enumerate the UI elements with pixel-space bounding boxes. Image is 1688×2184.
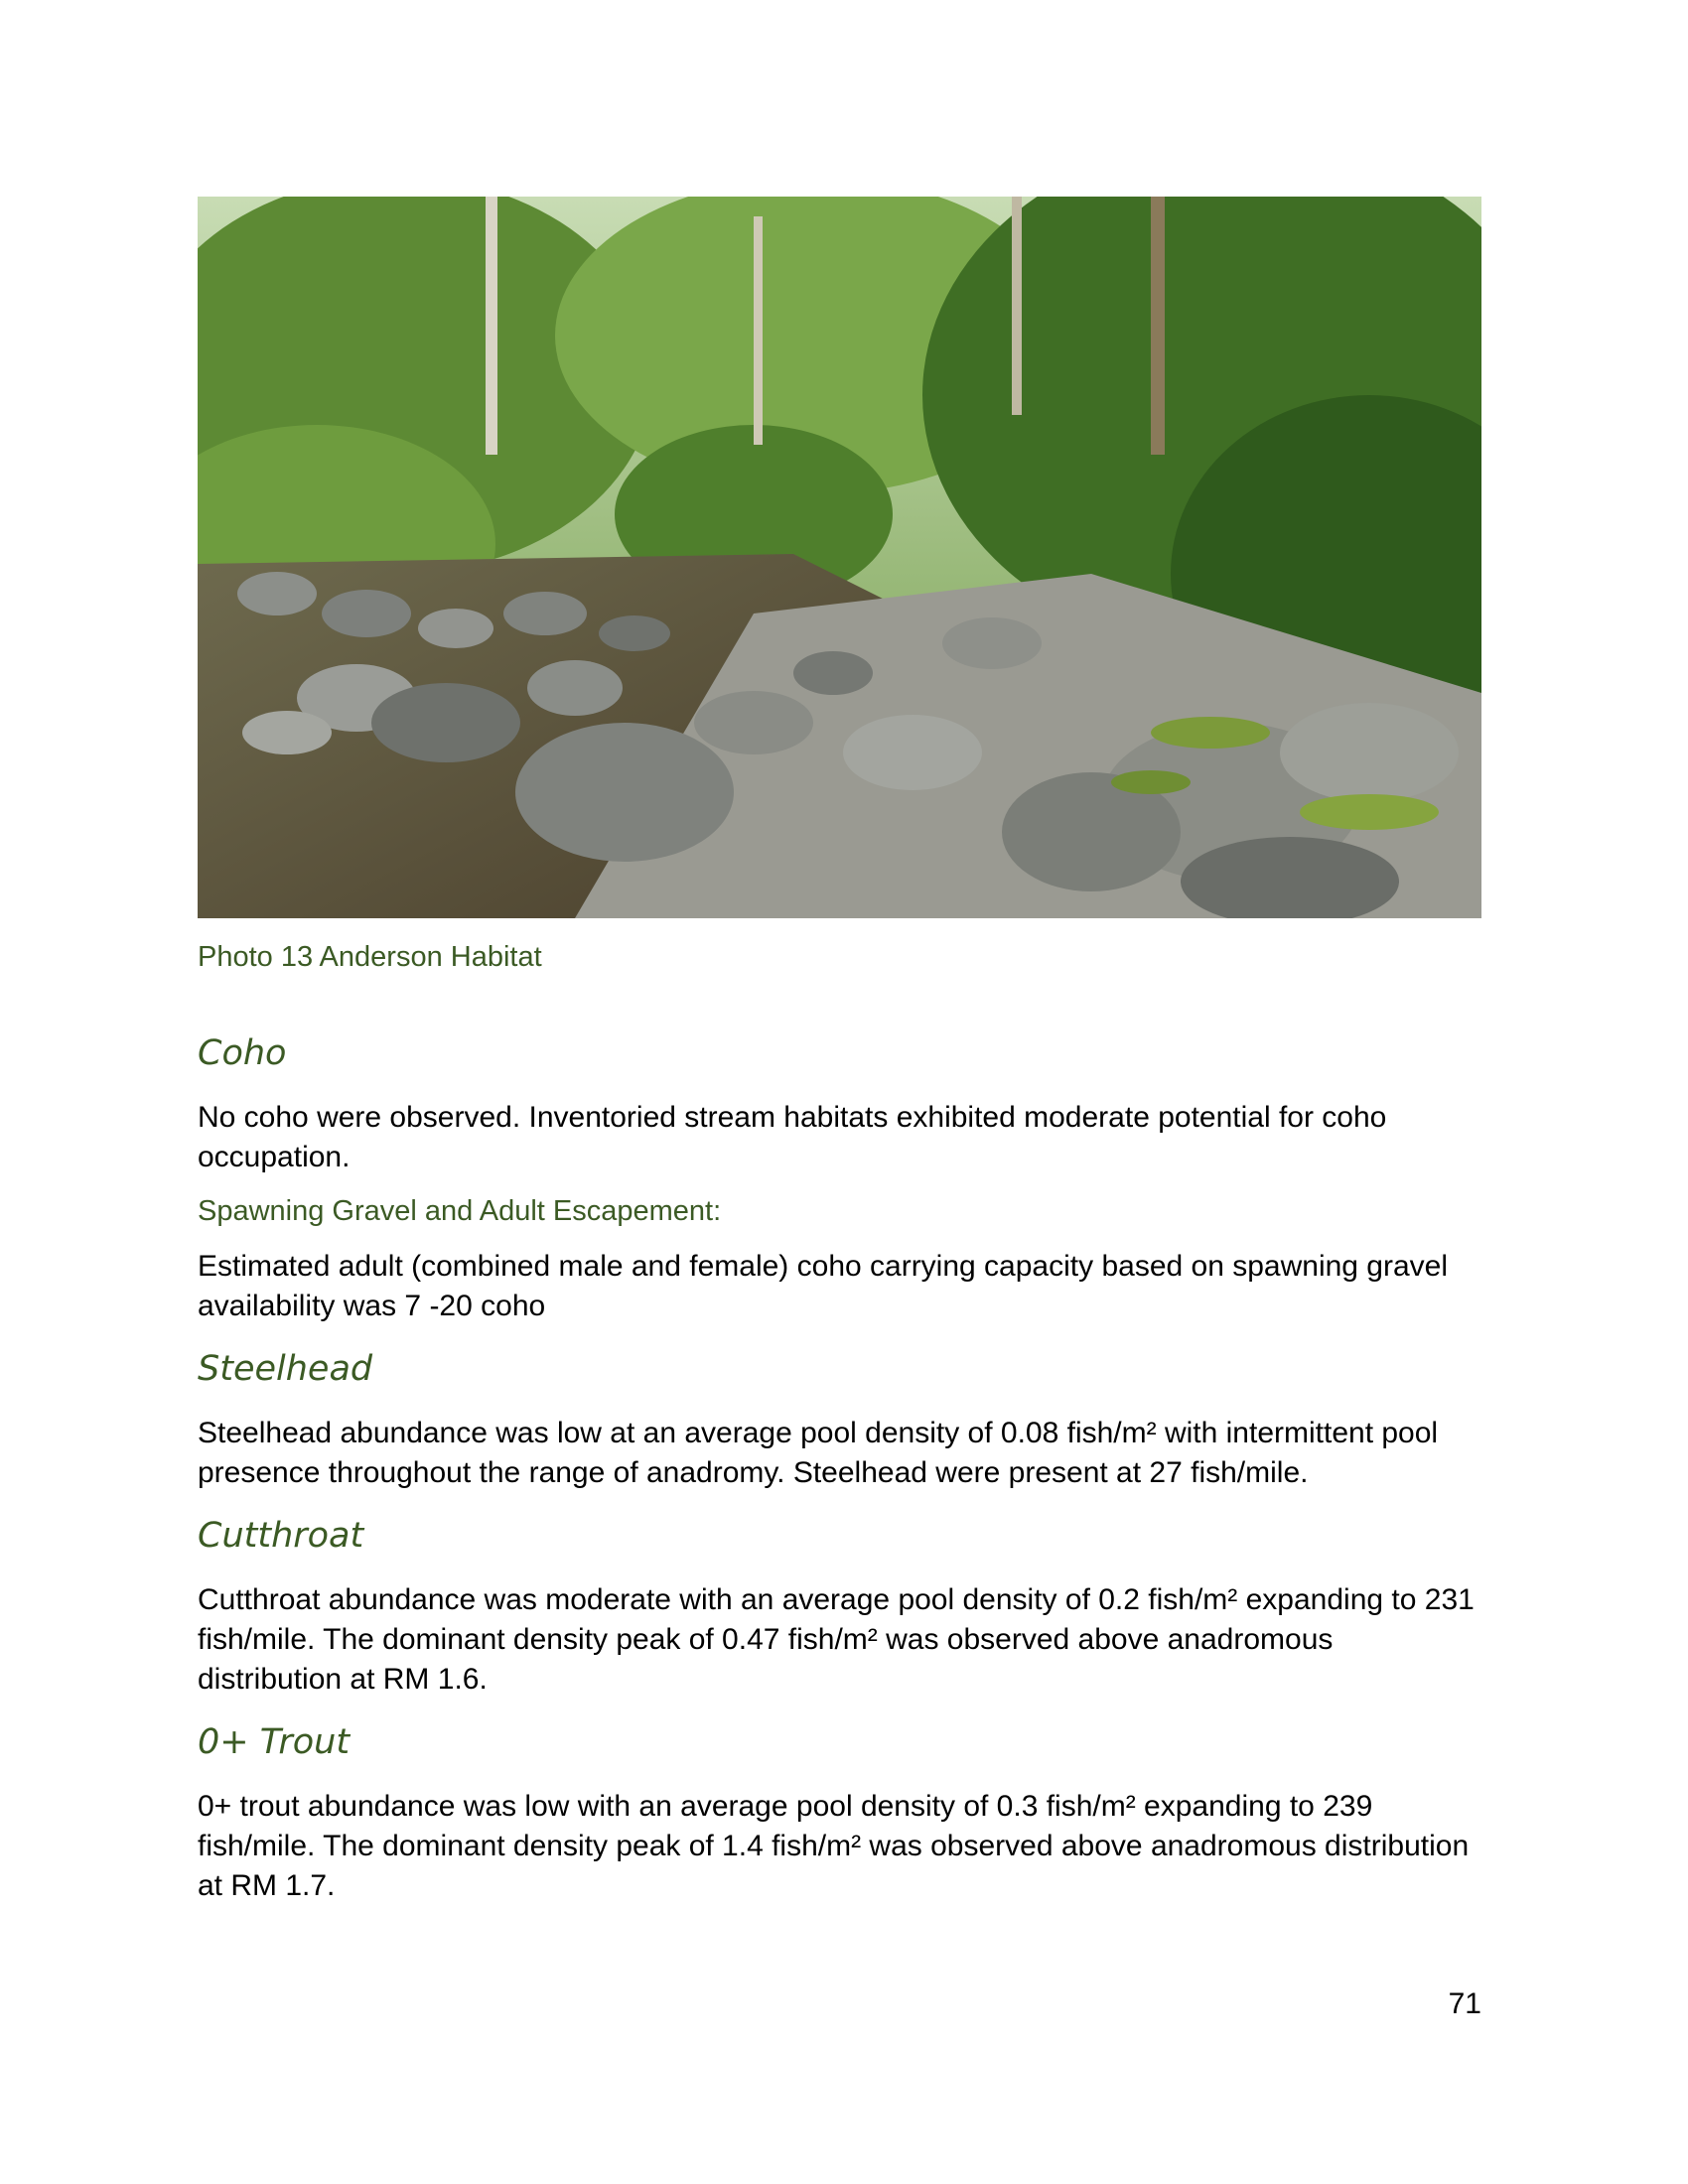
spawning-gravel-subheading: Spawning Gravel and Adult Escapement: bbox=[198, 1195, 722, 1227]
cutthroat-paragraph: Cutthroat abundance was moderate with an average pool density of 0.2 fish/m² expanding to 231 fish/mile. The dominant density peak of 0.47 fish/m² was observed above anadromous distribution at RM 1.6. bbox=[198, 1583, 1475, 1696]
steelhead-paragraph: Steelhead abundance was low at an average pool density of 0.08 fish/m² with intermittent pool presence throughout the range of anadromy. Steelhead were present at 27 fish/mile. bbox=[198, 1417, 1439, 1489]
stream-habitat-image bbox=[198, 197, 1481, 918]
stream-habitat-photo bbox=[198, 197, 1481, 918]
photo-caption: Photo 13 Anderson Habitat bbox=[198, 941, 542, 973]
trout-paragraph: 0+ trout abundance was low with an average pool density of 0.3 fish/m² expanding to 239 fish/mile. The dominant density peak of 1.4 fish/m² was observed above anadromous distribution at RM 1.7. bbox=[198, 1790, 1470, 1902]
main-content bbox=[198, 1032, 1481, 1906]
coho-paragraph: No coho were observed. Inventoried stream habitats exhibited moderate potential for coho occupation. bbox=[198, 1101, 1387, 1173]
page-number: 71 bbox=[1448, 1987, 1481, 2020]
cutthroat-heading: Cutthroat bbox=[198, 1516, 364, 1556]
coho-heading: Coho bbox=[198, 1033, 287, 1073]
trout-heading: 0+ Trout bbox=[198, 1722, 351, 1762]
steelhead-heading: Steelhead bbox=[198, 1349, 373, 1389]
coho-capacity-paragraph: Estimated adult (combined male and female) coho carrying capacity based on spawning gravel availability was 7 -20 coho bbox=[198, 1250, 1449, 1322]
